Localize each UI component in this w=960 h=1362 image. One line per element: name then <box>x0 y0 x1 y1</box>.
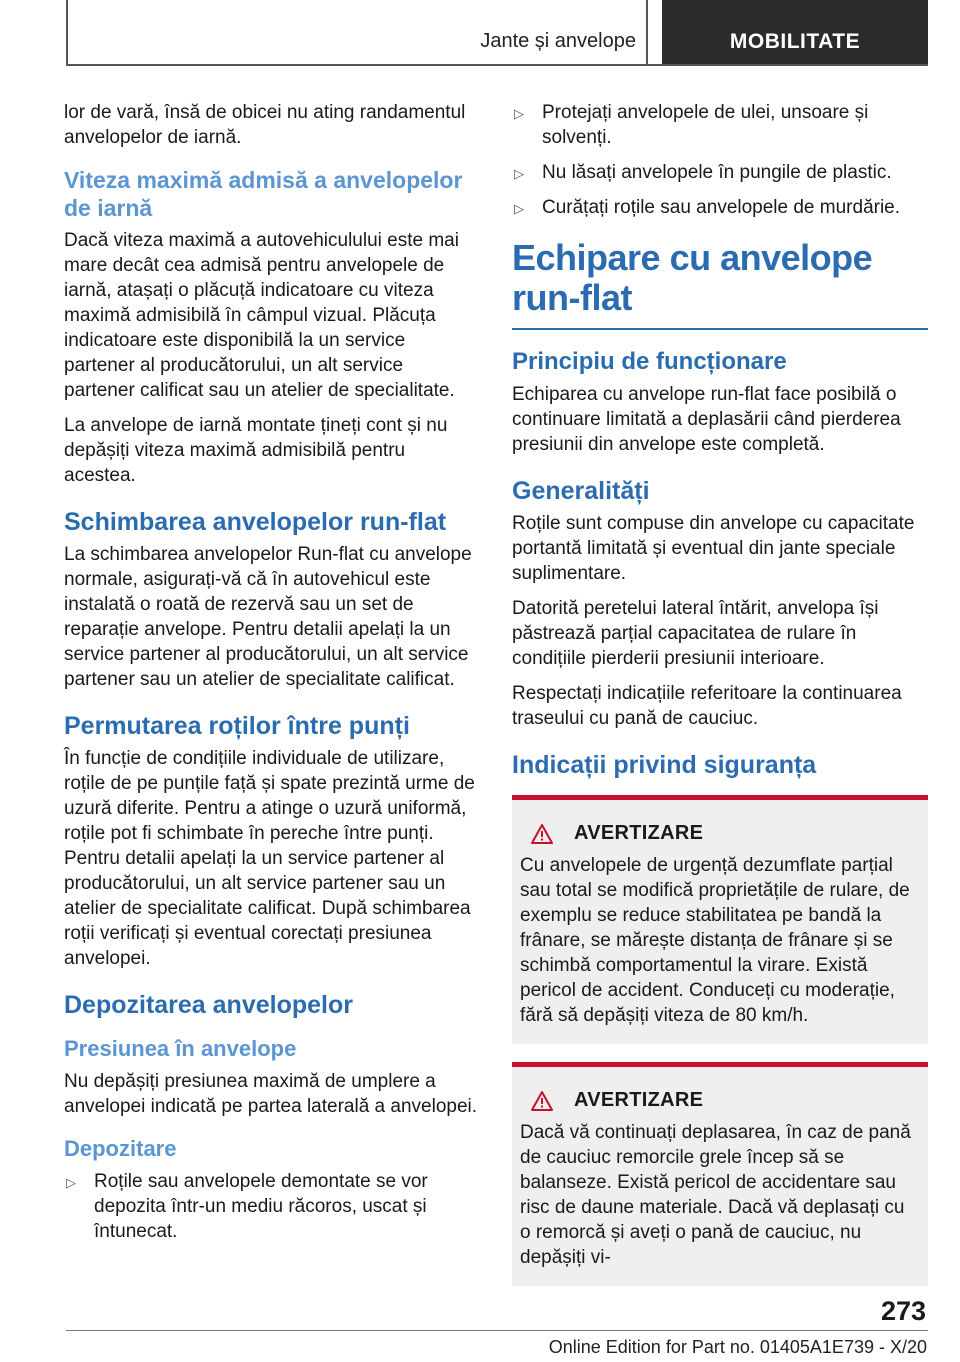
heading-principle: Principiu de funcționare <box>512 348 787 375</box>
heading-rule <box>512 328 928 330</box>
heading-storage: Depozitare <box>64 1136 177 1161</box>
header-section-title: Jante și anvelope <box>480 30 636 52</box>
paragraph-tire-pressure: Nu depășiți presiunea maximă de umplere a anvelopei indicată pe partea laterală a anvelopei. <box>64 1071 478 1117</box>
storage-bullet-list <box>64 1169 478 1244</box>
list-item: ▷ Roțile sau anvelopele demontate se vor depozita într-un mediu răcoros, uscat și întunecat. <box>66 1171 428 1242</box>
footer-edition: Online Edition for Part no. 01405A1E739 - X/20 <box>548 1337 927 1357</box>
heading-general: Generalități <box>512 477 650 505</box>
intro-paragraph: lor de vară, însă de obicei nu ating randamentul anvelopelor de iarnă. <box>64 102 466 148</box>
storage-bullet-list-continued <box>512 100 928 220</box>
paragraph-wheel-rotation: În funcție de condițiile individuale de utilizare, roțile de pe punțile față și spate prezintă urme de uzură diferite. Pentru a atinge o uzură uniformă, roțile pot fi schimbate în pereche între punți. Pentru detalii apelați la un service partener al producătorului, un alt service partener sau un atelier de specialitate calificat. După schimbarea roții verificați și eventual corectați presiunea anvelopei. <box>64 748 475 969</box>
footer-divider <box>66 1330 928 1331</box>
list-item: ▷ Protejați anvelopele de ulei, unsoare și solvenți. <box>514 102 869 148</box>
triangle-right-icon: ▷ <box>66 1175 76 1190</box>
header-chapter-title: MOBILITATE <box>662 0 928 64</box>
paragraph-max-speed-1: Dacă viteza maximă a autovehiculului este mai mare decât cea admisă pentru anvelopele de iarnă, atașați o plăcuță indicatoare cu viteza maximă admisibilă în câmpul vizual. Plăcuța indicatoare este disponibilă la un service partener al producătorului, un alt service partener calificat sau un atelier de specialitate. <box>64 230 459 401</box>
paragraph-runflat-change: La schimbarea anvelopelor Run-flat cu anvelope normale, asigurați-vă că în autovehicul este instalată o roată de rezervă sau un set de reparație anvelope. Pentru detalii apelați la un service partener al producătorului, un alt service partener sau un atelier de specialitate calificat. <box>64 544 472 690</box>
heading-tire-pressure: Presiunea în anvelope <box>64 1036 297 1061</box>
warning-box-1 <box>512 795 928 1044</box>
paragraph-max-speed-2: La anvelope de iarnă montate țineți cont și nu depășiți viteza maximă admisibilă pentru acestea. <box>64 415 448 486</box>
warning-title: AVERTIZARE <box>574 822 704 844</box>
paragraph-general-2: Datorită peretelui lateral întărit, anvelopa își păstrează parțial capacitatea de rulare în condițiile pierderii presiunii interioare. <box>512 598 879 669</box>
heading-max-speed: Viteza maximă admisă a anvelopelor de iarnă <box>64 167 463 221</box>
paragraph-principle: Echiparea cu anvelope run-flat face posibilă o continuare limitată a deplasării când pierderea presiunii din anvelope este completă. <box>512 384 901 455</box>
warning-box-2 <box>512 1062 928 1286</box>
heading-runflat-change: Schimbarea anvelopelor run-flat <box>64 508 447 536</box>
list-item: ▷ Nu lăsați anvelopele în pungile de plastic. <box>512 160 928 185</box>
chapter-heading-runflat: Echipare cu anvelope run-flat <box>512 237 873 318</box>
right-column <box>512 100 928 1296</box>
list-item: ▷ Curățați roțile sau anvelopele de murdărie. <box>512 195 928 220</box>
heading-wheel-rotation: Permutarea roților între punți <box>64 712 410 740</box>
header-section-box <box>66 0 648 64</box>
paragraph-general-3: Respectați indicațiile referitoare la continuarea traseului cu pană de cauciuc. <box>512 683 902 729</box>
left-column <box>64 100 478 1254</box>
triangle-right-icon: ▷ <box>514 106 524 121</box>
paragraph-general-1: Roțile sunt compuse din anvelope cu capacitate portantă limitată și eventual din jante speciale suplimentare. <box>512 513 915 584</box>
warning-triangle-icon <box>530 823 554 845</box>
triangle-right-icon: ▷ <box>514 201 524 216</box>
header-divider <box>66 64 928 66</box>
warning-text: Cu anvelopele de urgență dezumflate parțial sau total se modifică proprietățile de rulare, de exemplu se reduce stabilitatea pe bandă la frânare, se mărește distanța de frânare și se schimbă comportamentul la virare. Există pericol de accident. Conduceți cu moderație, fără să depășiți viteza de 80 km/h. <box>520 855 910 1026</box>
page-number: 273 <box>880 1296 926 1326</box>
warning-text: Dacă vă continuați deplasarea, în caz de pană de cauciuc remorcile grele încep să se balanseze. Există pericol de accidentare sau risc de daune materiale. Dacă vă deplasați cu o remorcă și aveți o pană de cauciuc, nu depășiți vi- <box>520 1122 911 1268</box>
heading-tire-storage: Depozitarea anvelopelor <box>64 991 353 1019</box>
triangle-right-icon: ▷ <box>514 166 524 181</box>
warning-triangle-icon <box>530 1090 554 1112</box>
heading-safety: Indicații privind siguranța <box>512 751 817 779</box>
warning-title: AVERTIZARE <box>574 1089 704 1111</box>
